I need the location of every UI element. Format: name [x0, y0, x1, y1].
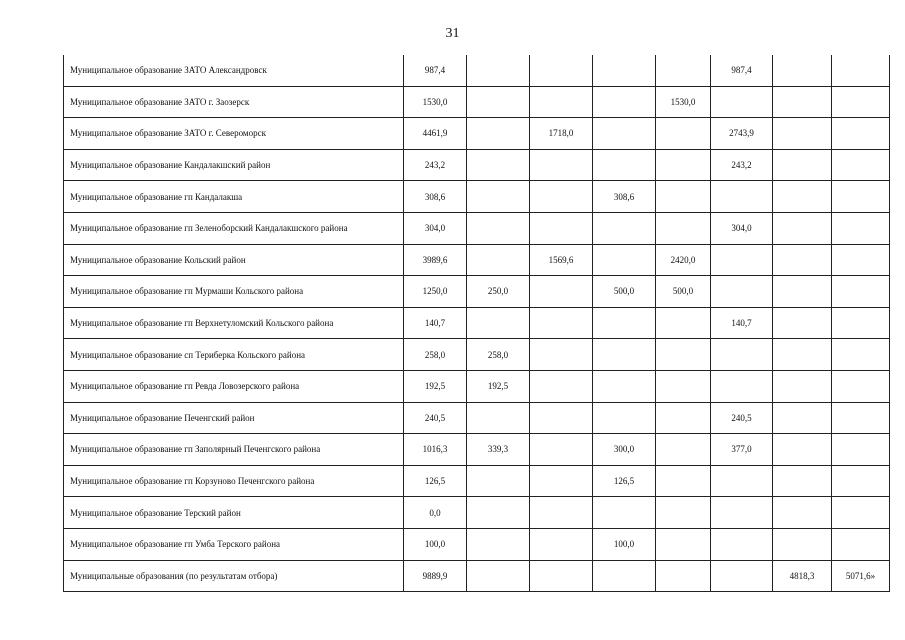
amount-cell: 240,5	[711, 402, 773, 434]
amount-cell: 2743,9	[711, 118, 773, 150]
amount-cell: 1530,0	[656, 86, 711, 118]
table-row	[64, 212, 890, 244]
amount-cell	[593, 497, 656, 529]
amount-cell	[593, 560, 656, 592]
amount-cell	[832, 465, 890, 497]
amount-cell	[656, 497, 711, 529]
amount-cell: 4818,3	[773, 560, 832, 592]
amount-cell	[711, 528, 773, 560]
amount-cell	[467, 307, 530, 339]
amount-cell	[530, 402, 593, 434]
amount-cell: 140,7	[711, 307, 773, 339]
amount-cell	[773, 244, 832, 276]
total-amount-cell: 304,0	[404, 212, 467, 244]
amount-cell	[593, 212, 656, 244]
amount-cell	[773, 307, 832, 339]
amount-cell	[593, 402, 656, 434]
amount-cell	[530, 434, 593, 466]
amount-cell	[593, 149, 656, 181]
table-row	[64, 181, 890, 213]
total-amount-cell: 126,5	[404, 465, 467, 497]
amount-cell	[711, 181, 773, 213]
amount-cell	[467, 118, 530, 150]
total-amount-cell: 258,0	[404, 339, 467, 371]
municipality-name: Муниципальное образование Кандалакшский район	[64, 149, 404, 181]
amount-cell: 192,5	[467, 370, 530, 402]
amount-cell: 304,0	[711, 212, 773, 244]
amount-cell	[467, 465, 530, 497]
amount-cell	[656, 370, 711, 402]
municipality-name: Муниципальное образование Печенгский район	[64, 402, 404, 434]
amount-cell	[832, 307, 890, 339]
amount-cell	[711, 86, 773, 118]
amount-cell	[467, 212, 530, 244]
table-row	[64, 497, 890, 529]
page-number: 31	[445, 26, 460, 41]
amount-cell	[530, 497, 593, 529]
amount-cell	[832, 244, 890, 276]
amount-cell	[656, 560, 711, 592]
amount-cell	[656, 528, 711, 560]
amount-cell	[832, 370, 890, 402]
table-row	[64, 339, 890, 371]
amount-cell	[711, 244, 773, 276]
amount-cell	[593, 307, 656, 339]
total-amount-cell: 308,6	[404, 181, 467, 213]
table-row	[64, 434, 890, 466]
amount-cell: 1569,6	[530, 244, 593, 276]
amount-cell	[593, 370, 656, 402]
amount-cell	[773, 497, 832, 529]
amount-cell	[773, 181, 832, 213]
amount-cell	[530, 86, 593, 118]
municipality-name: Муниципальное образование гп Верхнетуломский Кольского района	[64, 307, 404, 339]
total-amount-cell: 240,5	[404, 402, 467, 434]
amount-cell	[832, 276, 890, 308]
amount-cell	[593, 55, 656, 86]
table-row	[64, 402, 890, 434]
amount-cell	[593, 339, 656, 371]
amount-cell	[773, 149, 832, 181]
amount-cell: 500,0	[656, 276, 711, 308]
municipality-name: Муниципальное образование гп Заполярный Печенгского района	[64, 434, 404, 466]
municipality-name: Муниципальное образование Кольский район	[64, 244, 404, 276]
amount-cell	[832, 402, 890, 434]
amount-cell	[530, 149, 593, 181]
municipality-name: Муниципальные образования (по результатам отбора)	[64, 560, 404, 592]
amount-cell	[656, 402, 711, 434]
amount-cell	[773, 212, 832, 244]
total-amount-cell: 9889,9	[404, 560, 467, 592]
amount-cell	[711, 497, 773, 529]
amount-cell	[832, 339, 890, 371]
total-amount-cell: 1530,0	[404, 86, 467, 118]
amount-cell	[467, 244, 530, 276]
municipality-name: Муниципальное образование Терский район	[64, 497, 404, 529]
municipality-name: Муниципальное образование гп Умба Терского района	[64, 528, 404, 560]
amount-cell: 2420,0	[656, 244, 711, 276]
amount-cell	[773, 528, 832, 560]
amount-cell: 308,6	[593, 181, 656, 213]
amount-cell: 5071,6»	[832, 560, 890, 592]
amount-cell	[656, 181, 711, 213]
table-row	[64, 118, 890, 150]
amount-cell	[656, 307, 711, 339]
amount-cell	[656, 212, 711, 244]
amount-cell	[711, 465, 773, 497]
amount-cell	[467, 181, 530, 213]
amount-cell	[656, 434, 711, 466]
table-row	[64, 465, 890, 497]
amount-cell: 300,0	[593, 434, 656, 466]
amount-cell	[467, 497, 530, 529]
amount-cell	[832, 149, 890, 181]
amount-cell	[711, 276, 773, 308]
amount-cell: 339,3	[467, 434, 530, 466]
amount-cell	[656, 55, 711, 86]
amount-cell	[773, 402, 832, 434]
amount-cell	[832, 212, 890, 244]
amount-cell	[832, 434, 890, 466]
total-amount-cell: 1250,0	[404, 276, 467, 308]
table-row	[64, 244, 890, 276]
allocation-table	[63, 55, 890, 592]
amount-cell	[467, 149, 530, 181]
amount-cell	[530, 370, 593, 402]
amount-cell	[832, 497, 890, 529]
amount-cell	[530, 528, 593, 560]
amount-cell	[656, 149, 711, 181]
amount-cell: 126,5	[593, 465, 656, 497]
amount-cell	[593, 118, 656, 150]
total-amount-cell: 0,0	[404, 497, 467, 529]
amount-cell	[593, 244, 656, 276]
table-row	[64, 55, 890, 86]
amount-cell	[711, 339, 773, 371]
amount-cell	[832, 528, 890, 560]
municipality-name: Муниципальное образование гп Зеленоборский Кандалакшского района	[64, 212, 404, 244]
amount-cell	[530, 212, 593, 244]
municipality-name: Муниципальное образование ЗАТО г. Североморск	[64, 118, 404, 150]
table-row	[64, 276, 890, 308]
amount-cell	[711, 370, 773, 402]
table-row	[64, 149, 890, 181]
amount-cell	[656, 465, 711, 497]
amount-cell	[773, 55, 832, 86]
amount-cell: 987,4	[711, 55, 773, 86]
amount-cell	[773, 465, 832, 497]
municipality-name: Муниципальное образование гп Ревда Ловозерского района	[64, 370, 404, 402]
total-amount-cell: 3989,6	[404, 244, 467, 276]
table-row	[64, 560, 890, 592]
amount-cell	[832, 86, 890, 118]
table-row	[64, 307, 890, 339]
municipality-name: Муниципальное образование гп Кандалакша	[64, 181, 404, 213]
amount-cell	[656, 339, 711, 371]
municipality-name: Муниципальное образование гп Корзуново Печенгского района	[64, 465, 404, 497]
table-row	[64, 370, 890, 402]
amount-cell	[832, 55, 890, 86]
amount-cell	[773, 339, 832, 371]
amount-cell	[530, 276, 593, 308]
amount-cell	[467, 560, 530, 592]
amount-cell: 243,2	[711, 149, 773, 181]
amount-cell: 258,0	[467, 339, 530, 371]
total-amount-cell: 140,7	[404, 307, 467, 339]
amount-cell	[530, 55, 593, 86]
amount-cell	[530, 339, 593, 371]
amount-cell: 1718,0	[530, 118, 593, 150]
amount-cell	[467, 86, 530, 118]
total-amount-cell: 4461,9	[404, 118, 467, 150]
total-amount-cell: 192,5	[404, 370, 467, 402]
amount-cell	[467, 55, 530, 86]
amount-cell	[530, 181, 593, 213]
amount-cell	[773, 86, 832, 118]
amount-cell	[832, 181, 890, 213]
amount-cell	[530, 465, 593, 497]
amount-cell: 250,0	[467, 276, 530, 308]
amount-cell	[773, 276, 832, 308]
amount-cell	[832, 118, 890, 150]
municipality-name: Муниципальное образование гп Мурмаши Кольского района	[64, 276, 404, 308]
total-amount-cell: 243,2	[404, 149, 467, 181]
amount-cell	[467, 402, 530, 434]
amount-cell	[593, 86, 656, 118]
total-amount-cell: 100,0	[404, 528, 467, 560]
table-row	[64, 86, 890, 118]
municipality-name: Муниципальное образование ЗАТО г. Заозерск	[64, 86, 404, 118]
amount-cell	[773, 118, 832, 150]
municipality-name: Муниципальное образование сп Териберка Кольского района	[64, 339, 404, 371]
total-amount-cell: 987,4	[404, 55, 467, 86]
table-row	[64, 528, 890, 560]
total-amount-cell: 1016,3	[404, 434, 467, 466]
amount-cell	[656, 118, 711, 150]
amount-cell: 100,0	[593, 528, 656, 560]
amount-cell	[530, 560, 593, 592]
amount-cell	[467, 528, 530, 560]
amount-cell	[711, 560, 773, 592]
municipality-name: Муниципальное образование ЗАТО Александровск	[64, 55, 404, 86]
amount-cell: 377,0	[711, 434, 773, 466]
amount-cell	[773, 434, 832, 466]
amount-cell	[773, 370, 832, 402]
amount-cell	[530, 307, 593, 339]
amount-cell: 500,0	[593, 276, 656, 308]
table-body	[64, 55, 890, 592]
